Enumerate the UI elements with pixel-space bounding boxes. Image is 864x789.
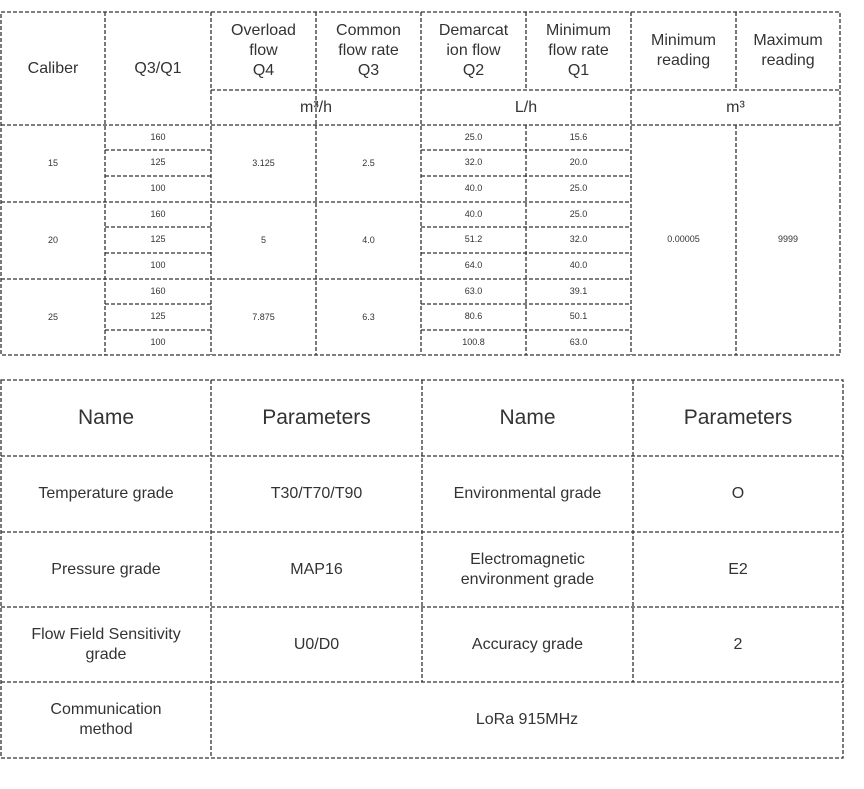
ratio-cell: 125 (150, 157, 166, 168)
caliber-cell: 25 (47, 311, 58, 322)
unit-liter-per-hour: L/h (514, 98, 538, 116)
param-header-parameters: Parameters (262, 405, 371, 429)
param-header-name: Name (77, 405, 135, 429)
q1-cell: 39.1 (569, 285, 588, 296)
param-name-cell: Temperature grade (38, 485, 174, 502)
ratio-cell: 125 (150, 311, 166, 322)
q4-cell: 7.875 (252, 311, 275, 322)
ratio-cell: 160 (150, 285, 166, 296)
param-value-cell: U0/D0 (293, 635, 340, 653)
q1-cell: 25.0 (569, 208, 588, 219)
q1-cell: 15.6 (569, 131, 588, 142)
q3-cell: 6.3 (362, 311, 375, 322)
param-name-cell: Accuracy grade (471, 635, 584, 653)
header-q2: Demarcat ion flow Q2 (438, 22, 509, 79)
param-value-cell: MAP16 (290, 560, 343, 578)
unit-m3-per-hour: m³/h (300, 98, 332, 116)
caliber-cell: 20 (47, 234, 58, 245)
min-reading-value: 0.00005 (667, 234, 700, 245)
q2-cell: 64.0 (464, 260, 483, 271)
q2-cell: 51.2 (464, 234, 483, 245)
q4-cell: 3.125 (252, 157, 275, 168)
ratio-cell: 160 (150, 208, 166, 219)
q1-cell: 50.1 (569, 311, 588, 322)
communication-method-label: Communication method (50, 701, 162, 738)
q3-cell: 2.5 (362, 157, 375, 168)
header-q3: Common flow rate Q3 (336, 22, 401, 79)
q1-cell: 63.0 (569, 337, 588, 348)
q2-cell: 25.0 (464, 131, 483, 142)
caliber-cell: 15 (47, 157, 58, 168)
ratio-cell: 100 (150, 337, 166, 348)
q2-cell: 40.0 (464, 183, 483, 194)
param-header-name: Name (499, 405, 556, 429)
header-q3q1: Q3/Q1 (134, 59, 182, 77)
ratio-cell: 100 (150, 183, 166, 194)
q1-cell: 40.0 (569, 260, 588, 271)
q2-cell: 40.0 (464, 208, 483, 219)
ratio-cell: 125 (150, 234, 166, 245)
ratio-cell: 100 (150, 260, 166, 271)
param-value-cell: E2 (728, 560, 748, 578)
ratio-cell: 160 (150, 131, 166, 142)
header-q1: Minimum flow rate Q1 (546, 22, 611, 79)
q1-cell: 25.0 (569, 183, 588, 194)
header-q4: Overload flow Q4 (231, 22, 296, 79)
header-max-reading: Maximum reading (753, 32, 823, 69)
unit-cubic-meter: m³ (726, 98, 745, 116)
header-caliber: Caliber (27, 59, 79, 77)
param-name-cell: Electromagnetic environment grade (460, 550, 595, 588)
header-min-reading: Minimum reading (651, 32, 716, 69)
q4-cell: 5 (260, 234, 266, 245)
param-name-cell: Pressure grade (51, 560, 161, 578)
param-value-cell: T30/T70/T90 (270, 485, 363, 502)
param-name-cell: Flow Field Sensitivity grade (31, 625, 181, 663)
q2-cell: 100.8 (462, 337, 485, 348)
q2-cell: 80.6 (464, 311, 483, 322)
param-value-cell: O (731, 485, 745, 502)
max-reading-value: 9999 (777, 234, 799, 245)
q1-cell: 32.0 (569, 234, 588, 245)
param-value-cell: 2 (733, 635, 743, 653)
q2-cell: 32.0 (464, 157, 483, 168)
q1-cell: 20.0 (569, 157, 588, 168)
communication-method-value: LoRa 915MHz (475, 711, 579, 728)
q3-cell: 4.0 (362, 234, 375, 245)
param-name-cell: Environmental grade (453, 485, 602, 502)
param-header-parameters: Parameters (683, 405, 793, 429)
q2-cell: 63.0 (464, 285, 483, 296)
